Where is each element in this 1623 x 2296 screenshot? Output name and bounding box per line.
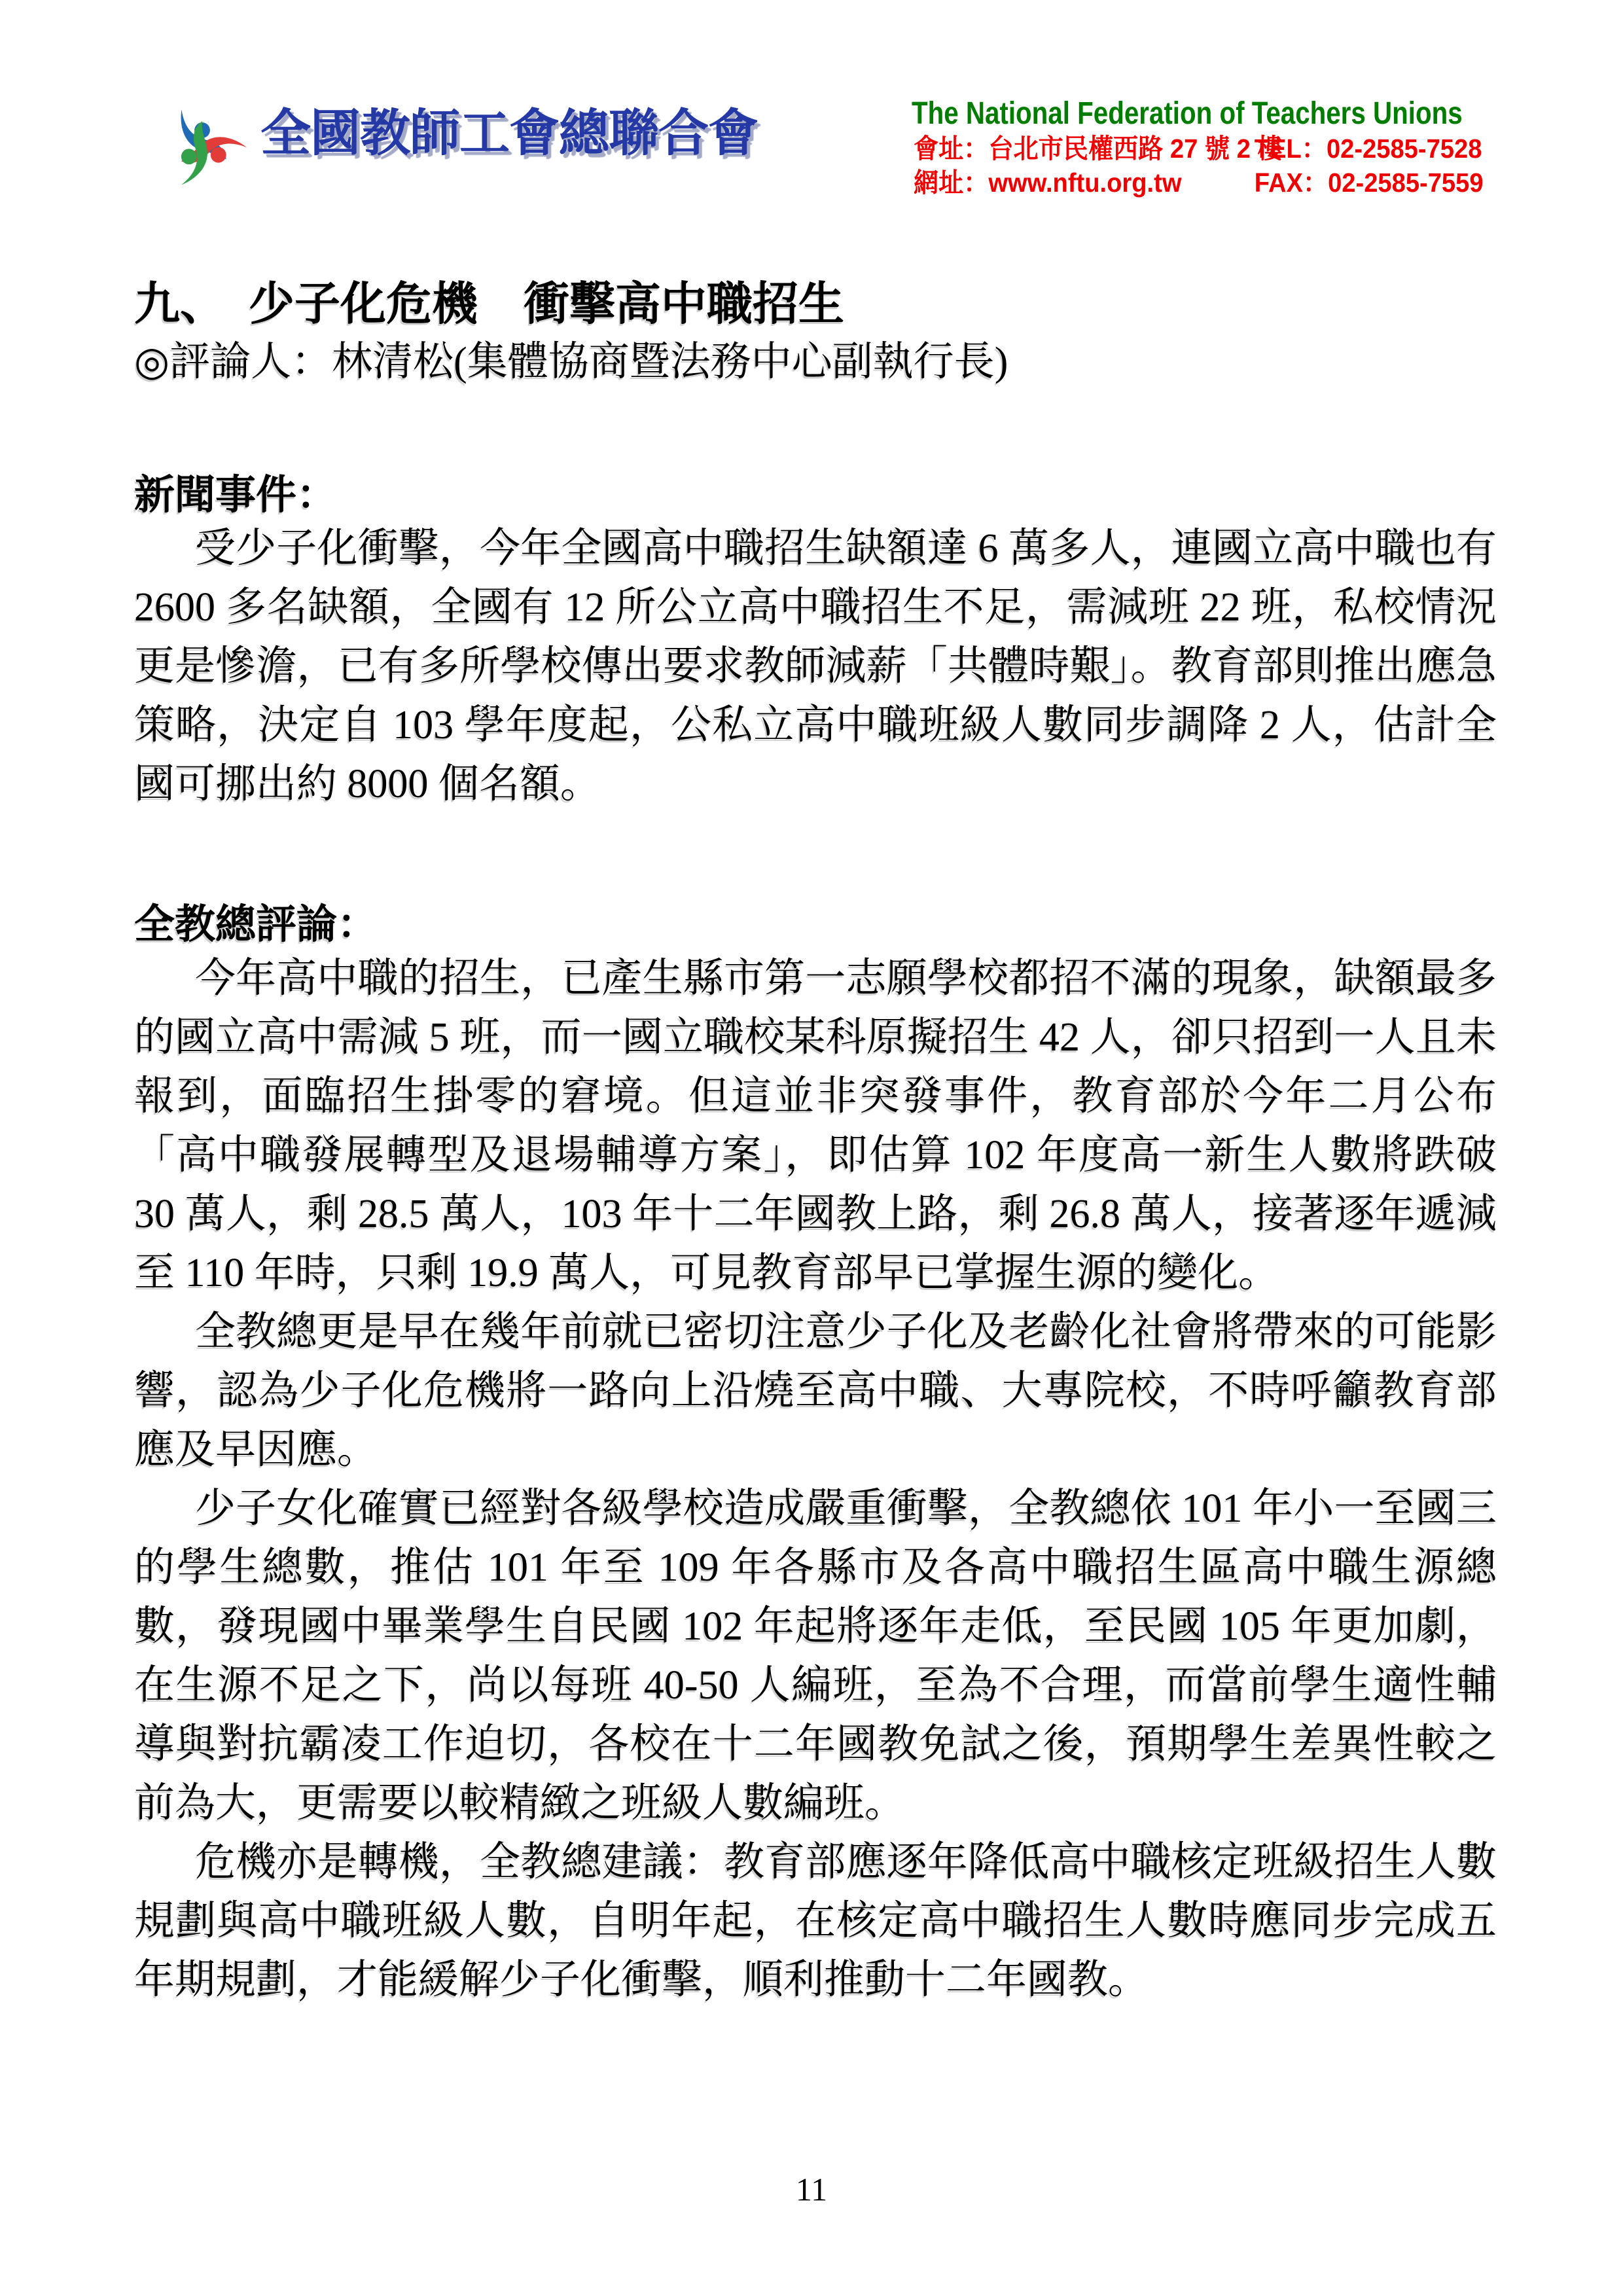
comment-paragraph: 全教總更是早在幾年前就已密切注意少子化及老齡化社會將帶來的可能影響，認為少子化危機將一路向上沿燒至高中職、大專院校，不時呼籲教育部應及早因應。 (134, 1310, 1497, 1472)
news-section-heading: 新聞事件： (134, 473, 338, 518)
contact-fax: FAX：02-2585-7559 (1254, 168, 1484, 198)
contact-block (914, 132, 1484, 199)
comment-paragraph: 今年高中職的招生，已產生縣市第一志願學校都招不滿的現象，缺額最多的國立高中需減 5 班，而一國立職校某科原擬招生 42 人，卻只招到一人且未報到，面臨招生掛零的窘境。但這並非突發事件，教育部於今年二月公布「高中職發展轉型及退場輔導方案」，即估算 102 年度高一新生人數將跌破 30 萬人，剩 28.5 萬人，103 年十二年國教上路，剩 26.8 萬人，接著逐年遞減至 110 年時，只剩 19.9 萬人，可見教育部早已掌握生源的變化。 (134, 956, 1497, 1295)
comment-paragraph: 危機亦是轉機，全教總建議：教育部應逐年降低高中職核定班級招生人數規劃與高中職班級人數，自明年起，在核定高中職招生人數時應同步完成五年期規劃，才能緩解少子化衝擊，順利推動十二年國教。 (134, 1840, 1497, 2002)
contact-website: 網址：www.nftu.org.tw (914, 168, 1182, 198)
nftu-logo-icon (143, 92, 264, 203)
comment-paragraph: 少子女化確實已經對各級學校造成嚴重衝擊，全教總依 101 年小一至國三的學生總數，推估 101 年至 109 年各縣市及各高中職招生區高中職生源總數，發現國中畢業學生自民國 102 年起將逐年走低，至民國 105 年更加劇，在生源不足之下，尚以每班 40-50 人編班，至為不合理，而當前學生適性輔導與對抗霸凌工作迫切，各校在十二年國教免試之後，預期學生差異性較之前為大，更需要以較精緻之班級人數編班。 (134, 1486, 1497, 1825)
comment-section-body (134, 949, 1497, 2009)
org-name-en: The National Federation of Teachers Unions (912, 96, 1463, 131)
news-section-body (134, 519, 1497, 814)
article-title: 九、 少子化危機 衝擊高中職招生 (134, 279, 844, 330)
contact-address: 會址：台北市民權西路 27 號 2 樓 (914, 134, 1283, 164)
page-number: 11 (795, 2171, 828, 2208)
news-paragraph: 受少子化衝擊，今年全國高中職招生缺額達 6 萬多人，連國立高中職也有 2600 多名缺額，全國有 12 所公立高中職招生不足，需減班 22 班，私校情況更是慘澹，已有多所學校傳出要求教師減薪「共體時艱」。教育部則推出應急策略，決定自 103 學年度起，公私立高中職班級人數同步調降 2 人，估計全國可挪出約 8000 個名額。 (134, 526, 1497, 806)
contact-tel: TEL：02-2585-7528 (1254, 134, 1482, 164)
comment-section-heading: 全教總評論： (134, 903, 378, 947)
org-name-zh: 全國教師工會總聯合會 (260, 105, 758, 162)
commentator-line: ◎評論人：林清松(集體協商暨法務中心副執行長) (134, 340, 1008, 384)
